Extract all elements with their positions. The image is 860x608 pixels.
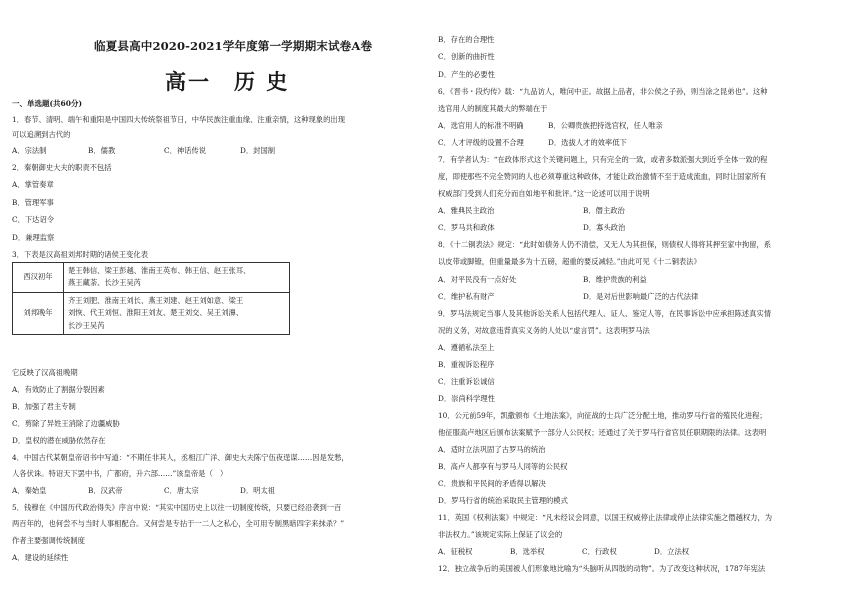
- q3-option-c: C．剪除了异姓王消除了边疆威胁: [12, 419, 120, 428]
- q7-options-row-2: [438, 223, 625, 232]
- q6-options-row-1: [438, 121, 663, 130]
- q7-option-b: B．僭主政治: [583, 206, 625, 215]
- table-era-cell: 刘邦晚年: [13, 292, 64, 334]
- q1-option-c: C．神话传说: [164, 146, 207, 155]
- q9-line-1: 9．罗马法规定当事人及其他诉讼关系人包括代理人、证人、鉴定人等，在民事诉讼中应承担陈述真实情: [438, 309, 771, 318]
- table-content-cell: [64, 292, 290, 334]
- table-cell-line: 长沙王吴芮: [68, 320, 105, 330]
- q4-option-c: C．唐太宗: [164, 486, 199, 495]
- q8-line-2: 以皮带或脚镣，但重量最多为十五磅，超重的要反减轻。”由此可见《十二铜表法》: [438, 257, 701, 266]
- q11-option-c: C．行政权: [582, 547, 617, 556]
- q5-line-2: 两百年的，也何尝不与当时人事相配合。又何尝是专拈于一二人之私心，全可用专制黑暗四字来抹杀？”: [12, 519, 345, 528]
- q10-option-a: A．适时立法巩固了古罗马的统治: [438, 445, 546, 454]
- q9-option-d: D．崇尚科学理性: [438, 394, 495, 403]
- q11-option-b: B．选举权: [510, 547, 545, 556]
- q6-option-b: B．公卿贵族把持选官权，任人唯亲: [548, 121, 663, 130]
- q4-option-a: A．秦始皇: [12, 486, 47, 495]
- q6-option-c: C．人才评级的设置不合理: [438, 138, 524, 147]
- table-cell-line: 齐王刘肥、淮南王刘长、燕王刘建、赵王刘如意、梁王: [68, 295, 244, 305]
- q6-option-d: D．选拔人才的效率低下: [548, 138, 627, 147]
- q8-options-row-1: [438, 275, 647, 284]
- q10-line-2: 他征服高卢地区后颁布法案赋予一部分人公民权；还通过了关于罗马行省官员任职期限的法律。这表明: [438, 428, 767, 437]
- q8-option-c: C．维护私有财产: [438, 292, 495, 301]
- q10-option-c: C．贵族和平民间的矛盾得以解决: [438, 479, 546, 488]
- q8-line-1: 8．《十二铜表法》规定：“此时如债务人仍不清偿，又无人为其担保，则债权人得将其押至家中拘留，系: [438, 240, 772, 249]
- q7-line-3: 权威部门受到人们充分而自如地平和批评。”这一论述可以用于说明: [438, 189, 650, 198]
- vassal-kings-table: [12, 262, 290, 335]
- q4-line-1: 4．中国古代某朝皇帝诏书中写道：“不期任非其人，丞相江广洋、御史大夫陈宁伍夜逞谋……因是发愁，: [12, 453, 349, 462]
- q2-option-c: C．下达诏令: [12, 215, 55, 224]
- q7-options-row-1: [438, 206, 625, 215]
- table-cell-line: 刘恢、代王刘恒、淮阳王刘友、楚王刘交、吴王刘濞、: [68, 308, 244, 318]
- q12-stem: 12．独立战争后的美国被人们形象地比喻为“头脑听从四肢的动物”。为了改变这种状况，1787年宪法: [438, 564, 766, 573]
- section-heading: 一、单选题(共60分): [12, 99, 83, 108]
- table-row: [13, 292, 290, 334]
- q7-option-d: D．寡头政治: [583, 223, 626, 232]
- table-cell-line: 楚王韩信、梁王彭越、淮南王英布、韩王信、赵王张耳、: [68, 266, 251, 275]
- q3-option-b: B．加强了君主专制: [12, 402, 76, 411]
- q6-line-1: 6．《晋书・段灼传》载：“九品访人，唯问中正。故据上品者，非公侯之子孙，则当涂之昆弟也”。这种: [438, 87, 768, 96]
- q8-option-b: B．维护贵族的利益: [583, 275, 647, 284]
- q1-option-a: A．宗法制: [12, 146, 47, 155]
- q4-options: [12, 486, 275, 495]
- q11-option-a: A．征税权: [438, 547, 473, 556]
- q7-line-2: 度，即使那些不完全赞同的人也必须尊重这种政体，才能让政治激情不至于造成流血，同时让国家所有: [438, 172, 767, 181]
- q7-option-c: C．罗马共和政体: [438, 223, 495, 232]
- q5-option-b: B．存在的合理性: [438, 35, 495, 44]
- table-row: [13, 263, 290, 293]
- q1-line-1: 1．春节、清明、端午和重阳是中国四大传统祭祖节日，中华民族注重血缘、注重亲情，这种现象的出现: [12, 115, 345, 124]
- q11-option-d: D．立法权: [654, 547, 690, 556]
- q11-options: [438, 547, 689, 556]
- q3-stem: 3．下表是汉高祖刘邦时期的诸侯王变化表: [12, 250, 148, 259]
- subject-heading: 高一 历 史: [165, 70, 290, 94]
- q1-option-d: D．封国制: [240, 146, 276, 155]
- q9-option-b: B．重视诉讼程序: [438, 360, 495, 369]
- q5-line-1: 5．钱穆在《中国历代政治得失》序言中说：“其实中国历史上以往一切制度传统，只要已经沿袭到一百: [12, 503, 342, 512]
- q1-line-2: 可以追溯到古代的: [12, 130, 71, 139]
- q3-continuation: 它反映了汉高祖晚期: [12, 368, 78, 377]
- q11-line-1: 11．英国《权利法案》中规定：“凡未经议会同意，以国王权威停止法律或停止法律实施之僭越权力，为: [438, 513, 773, 522]
- table-era-cell: 西汉初年: [13, 263, 64, 293]
- q6-options-row-2: [438, 138, 627, 147]
- q6-line-2: 选官用人的制度其最大的弊端在于: [438, 104, 548, 113]
- q5-option-a: A．建设的延续性: [12, 553, 69, 562]
- q9-option-c: C．注重诉讼诚信: [438, 377, 495, 386]
- q9-option-a: A．遵循私法至上: [438, 343, 495, 352]
- q8-option-a: A．对平民没有一点好处: [438, 275, 517, 284]
- q10-line-1: 10．公元前59年，凯撒颁布《土地法案》，向征战的士兵广泛分配土地，推动罗马行省的殖民化进程；: [438, 411, 767, 420]
- q4-option-d: D．明太祖: [240, 486, 276, 495]
- q2-stem: 2．秦朝御史大夫的职责不包括: [12, 163, 112, 172]
- q9-line-2: 况的义务，对故意违背真实义务的人处以“虚言罚”。这表明罗马法: [438, 326, 650, 335]
- q4-option-b: B．汉武帝: [88, 486, 123, 495]
- q5-line-3: 作者主要强调传统制度: [12, 536, 85, 545]
- q3-option-d: D．皇权的潜在威胁依然存在: [12, 436, 106, 445]
- q5-option-c: C．创新的曲折性: [438, 52, 495, 61]
- q7-option-a: A．雅典民主政治: [438, 206, 495, 215]
- q2-option-b: B．管理军事: [12, 198, 54, 207]
- q10-option-b: B．高卢人都享有与罗马人同等的公民权: [438, 462, 568, 471]
- q7-line-1: 7．有学者认为：“在政体形式这个关键问题上，只有完全的一致，或者多数派强大到近乎全体一致的程: [438, 155, 768, 164]
- q8-options-row-2: [438, 292, 698, 301]
- q2-option-d: D．兼理监察: [12, 233, 55, 242]
- q1-option-b: B．儒教: [88, 146, 116, 155]
- q8-option-d: D．是对后世影响最广泛的古代法律: [583, 292, 699, 301]
- q6-option-a: A．选官用人的标准不明确: [438, 121, 524, 130]
- q2-option-a: A．掌管奏章: [12, 180, 54, 189]
- q11-line-2: 非法权力。”该规定实际上保证了议会的: [438, 530, 563, 539]
- q4-line-2: 人各伏诛。特诏天下罢中书，广都府，升六部……”该皇帝是（ ）: [12, 469, 228, 478]
- q3-option-a: A．有效防止了割据分裂因素: [12, 385, 105, 394]
- q10-option-d: D．罗马行省的统治采取民主管理的模式: [438, 496, 568, 505]
- table-content-cell: [64, 263, 290, 293]
- q1-options: [12, 146, 275, 155]
- q5-option-d: D．产生的必要性: [438, 70, 495, 79]
- table-cell-line: 燕王藏荼、长沙王吴芮: [68, 278, 141, 288]
- page-title: 临夏县高中2020-2021学年度第一学期期末试卷A卷: [94, 39, 373, 53]
